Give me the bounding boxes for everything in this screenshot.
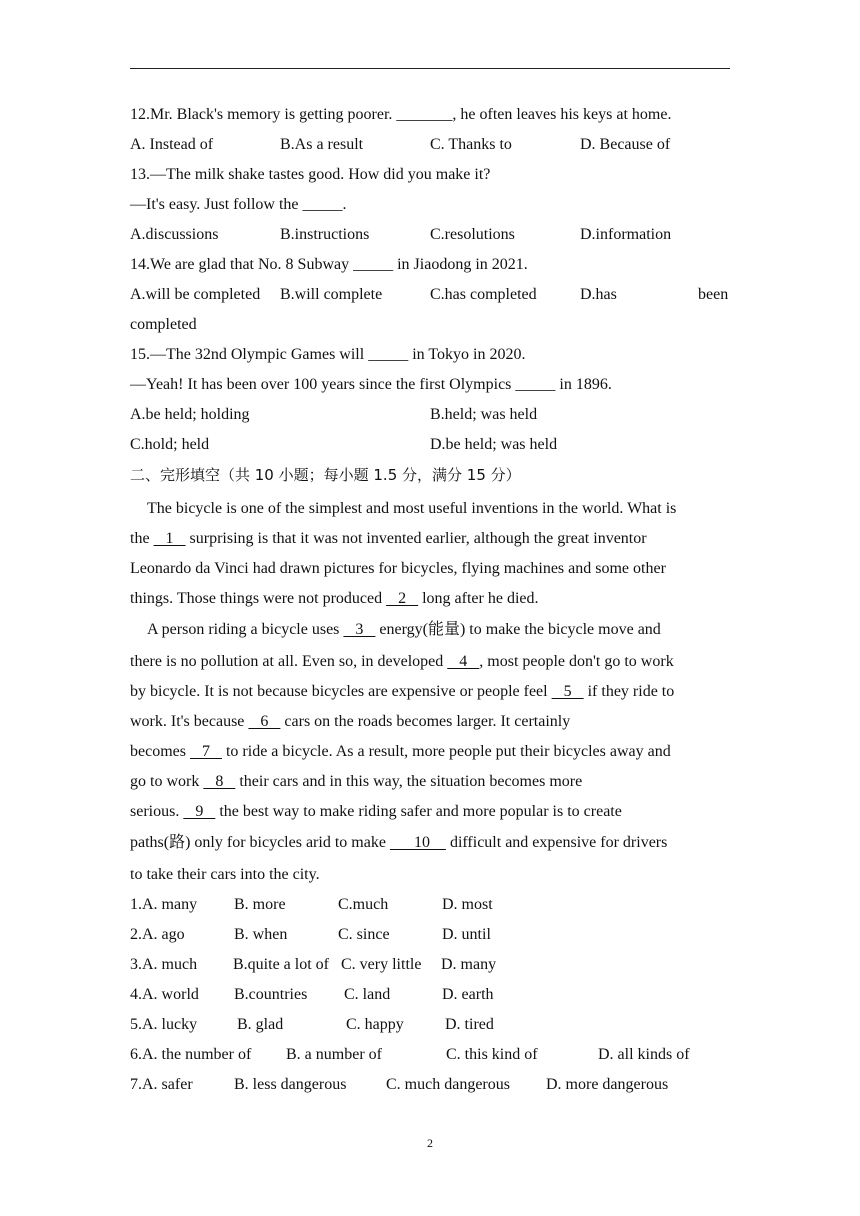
q14-option-a: A.will be completed xyxy=(130,286,261,303)
passage-text: cars on the roads becomes larger. It certainly xyxy=(284,713,571,730)
q12-option-b: B.As a result xyxy=(280,136,364,153)
q14-option-c: C.has completed xyxy=(430,286,537,303)
blank-4: 4 xyxy=(447,653,480,670)
cloze-option: C.much xyxy=(338,896,389,913)
cloze-option: D. most xyxy=(442,896,493,913)
cloze-option: 1.A. many xyxy=(130,896,198,913)
cloze-option: B. less dangerous xyxy=(234,1076,347,1093)
passage-text: A person riding a bicycle uses xyxy=(147,621,340,638)
q15-stem: 15.—The 32nd Olympic Games will _____ in Tokyo in 2020. xyxy=(130,346,526,363)
q15-option-c: C.hold; held xyxy=(130,436,210,453)
q12-option-c: C. Thanks to xyxy=(430,136,512,153)
passage-text: energy(能量) to make the bicycle move and xyxy=(379,621,661,638)
cloze-option: C. very little xyxy=(341,956,422,973)
passage-line xyxy=(130,772,732,792)
cloze-option: D. until xyxy=(442,926,491,943)
passage-line xyxy=(130,589,732,609)
header-rule xyxy=(130,68,730,69)
blank-5: 5 xyxy=(551,683,584,700)
cloze-option: B.countries xyxy=(234,986,308,1003)
cloze-option: C. land xyxy=(344,986,391,1003)
cloze-option: D. all kinds of xyxy=(598,1046,690,1063)
cloze-option: B.quite a lot of xyxy=(233,956,329,973)
passage-line xyxy=(130,712,732,732)
cloze-option: B. when xyxy=(234,926,288,943)
q14-stem: 14.We are glad that No. 8 Subway _____ in Jiaodong in 2021. xyxy=(130,256,528,273)
passage-line xyxy=(147,620,749,640)
blank-7: 7 xyxy=(189,743,222,760)
blank-10: 10 xyxy=(389,834,446,851)
q13-option-b: B.instructions xyxy=(280,226,370,243)
section-heading: 二、完形填空（共 10 小题；每小题 1.5 分，满分 15 分） xyxy=(130,466,521,484)
blank-2: 2 xyxy=(386,590,419,607)
passage-text: go to work xyxy=(130,773,200,790)
q12-option-d: D. Because of xyxy=(580,136,671,153)
blank-1: 1 xyxy=(153,530,186,547)
passage-text: surprising is that it was not invented earlier, although the great inventor xyxy=(189,530,647,547)
q14-option-d: D.has xyxy=(580,286,617,303)
passage-line: Leonardo da Vinci had drawn pictures for bicycles, flying machines and some other xyxy=(130,560,666,577)
passage-text: difficult and expensive for drivers xyxy=(449,834,668,851)
passage-text: paths(路) only for bicycles arid to make xyxy=(130,834,386,851)
q14-option-d-wrap: completed xyxy=(130,316,197,333)
q13-option-c: C.resolutions xyxy=(430,226,515,243)
cloze-option: C. since xyxy=(338,926,390,943)
passage-text: work. It's because xyxy=(130,713,245,730)
q13-option-a: A.discussions xyxy=(130,226,219,243)
cloze-option: B. glad xyxy=(237,1016,284,1033)
q14-option-b: B.will complete xyxy=(280,286,383,303)
passage-text: the best way to make riding safer and more popular is to create xyxy=(219,803,622,820)
blank-6: 6 xyxy=(248,713,281,730)
cloze-option: C. much dangerous xyxy=(386,1076,510,1093)
passage-text: their cars and in this way, the situation becomes more xyxy=(239,773,583,790)
blank-9: 9 xyxy=(183,803,216,820)
cloze-option: 5.A. lucky xyxy=(130,1016,198,1033)
passage-text: the xyxy=(130,530,150,547)
q15-option-a: A.be held; holding xyxy=(130,406,250,423)
cloze-option: B. more xyxy=(234,896,286,913)
passage-line: to take their cars into the city. xyxy=(130,866,320,883)
cloze-option: 7.A. safer xyxy=(130,1076,193,1093)
cloze-option: C. this kind of xyxy=(446,1046,538,1063)
passage-line xyxy=(130,742,732,762)
cloze-option: C. happy xyxy=(346,1016,404,1033)
page-number: 2 xyxy=(427,1136,433,1150)
cloze-option: 6.A. the number of xyxy=(130,1046,252,1063)
passage-text: things. Those things were not produced xyxy=(130,590,383,607)
passage-text: by bicycle. It is not because bicycles are expensive or people feel xyxy=(130,683,548,700)
q15-option-d: D.be held; was held xyxy=(430,436,558,453)
blank-8: 8 xyxy=(203,773,236,790)
passage-line xyxy=(130,529,732,549)
q13-reply: —It's easy. Just follow the _____. xyxy=(130,196,347,213)
cloze-option: 2.A. ago xyxy=(130,926,185,943)
passage-text: becomes xyxy=(130,743,186,760)
passage-text: to ride a bicycle. As a result, more people put their bicycles away and xyxy=(225,743,671,760)
passage-line xyxy=(130,802,732,822)
passage-text: long after he died. xyxy=(422,590,539,607)
q12-stem: 12.Mr. Black's memory is getting poorer. _______, he often leaves his keys at home. xyxy=(130,106,672,123)
cloze-option: D. more dangerous xyxy=(546,1076,669,1093)
passage-text: serious. xyxy=(130,803,180,820)
q14-option-d-word: been xyxy=(698,286,729,303)
cloze-option: D. many xyxy=(441,956,497,973)
passage-line xyxy=(130,682,732,702)
q13-stem: 13.—The milk shake tastes good. How did you make it? xyxy=(130,166,491,183)
cloze-option: 4.A. world xyxy=(130,986,199,1003)
cloze-option: D. tired xyxy=(445,1016,494,1033)
q12-option-a: A. Instead of xyxy=(130,136,214,153)
passage-line: The bicycle is one of the simplest and most useful inventions in the world. What is xyxy=(147,500,677,517)
cloze-option: 3.A. much xyxy=(130,956,198,973)
passage-line xyxy=(130,652,732,672)
passage-text: there is no pollution at all. Even so, in developed xyxy=(130,653,444,670)
passage-line xyxy=(130,833,732,853)
cloze-option: D. earth xyxy=(442,986,494,1003)
q13-option-d: D.information xyxy=(580,226,672,243)
passage-text: if they ride to xyxy=(587,683,675,700)
q15-option-b: B.held; was held xyxy=(430,406,538,423)
passage-text: , most people don't go to work xyxy=(479,653,674,670)
cloze-option: B. a number of xyxy=(286,1046,382,1063)
blank-3: 3 xyxy=(343,621,376,638)
q15-reply: —Yeah! It has been over 100 years since the first Olympics _____ in 1896. xyxy=(130,376,612,393)
